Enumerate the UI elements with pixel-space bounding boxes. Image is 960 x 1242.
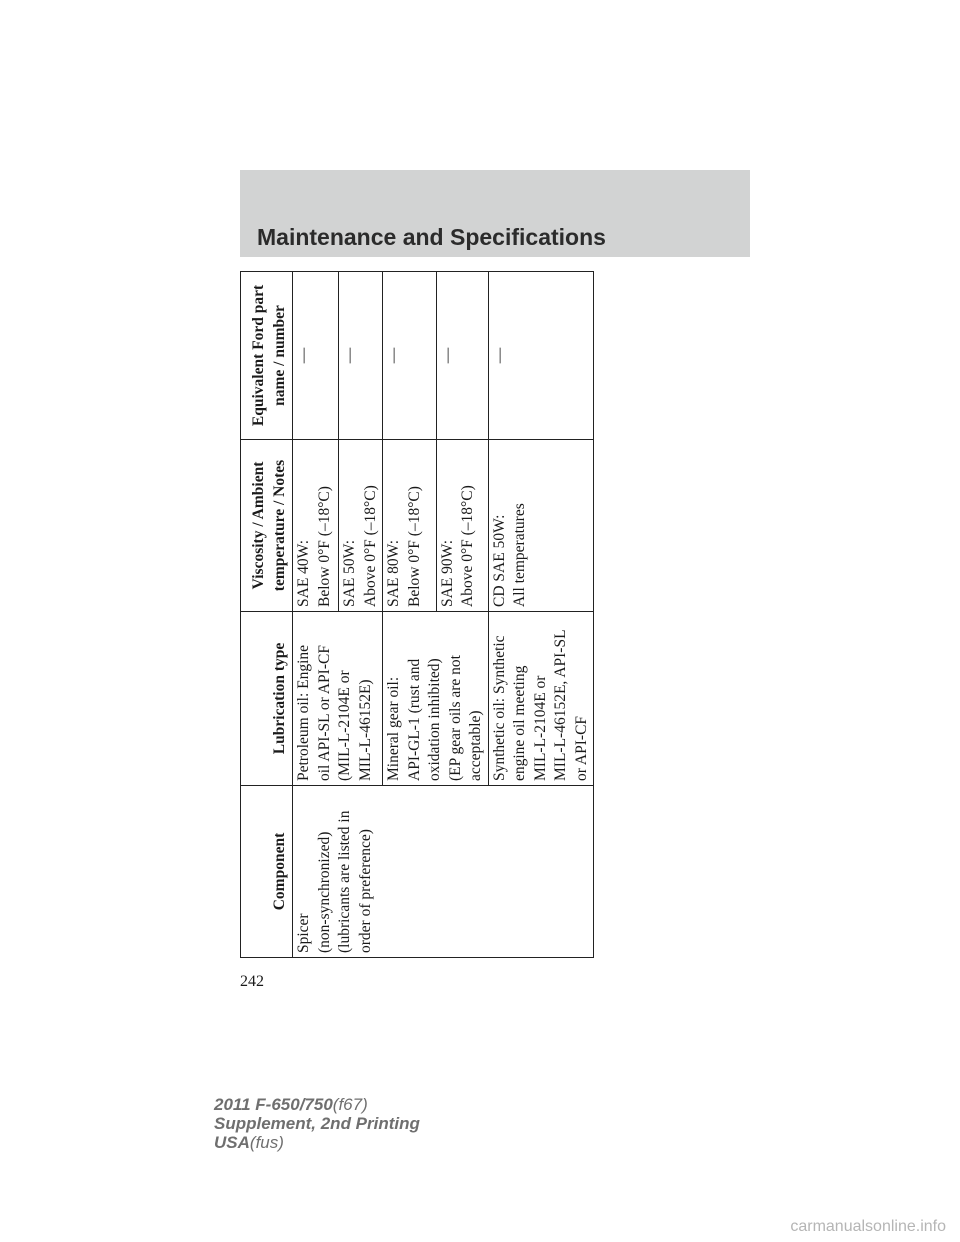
visc-cell: SAE 80W: Below 0°F (–18°C) <box>383 440 437 612</box>
lubricant-table-container <box>240 272 590 958</box>
lubricant-table-rotated <box>240 272 590 958</box>
table-row <box>293 272 339 958</box>
header-lubrication-type: Lubrication type <box>241 612 293 786</box>
footer-line-2: Supplement, 2nd Printing <box>214 1114 420 1133</box>
visc-cell: SAE 50W: Above 0°F (–18°C) <box>339 440 383 612</box>
print-footer <box>214 1095 420 1152</box>
visc-cell: SAE 40W: Below 0°F (–18°C) <box>293 440 339 612</box>
part-cell: — <box>293 272 339 440</box>
lube-cell-mineral: Mineral gear oil: API-GL-1 (rust and oxidation inhibited) (EP gear oils are not acceptable) <box>383 612 489 786</box>
visc-cell: CD SAE 50W: All temperatures <box>488 440 594 612</box>
lube-cell-synthetic: Synthetic oil: Synthetic engine oil meeting MIL-L-2104E or MIL-L-46152E, API-SL or API-CF <box>488 612 594 786</box>
section-title: Maintenance and Specifications <box>257 224 606 250</box>
header-ford-part: Equivalent Ford part name / number <box>241 272 293 440</box>
header-viscosity: Viscosity / Ambient temperature / Notes <box>241 440 293 612</box>
part-cell: — <box>436 272 488 440</box>
section-header-band <box>240 170 750 257</box>
part-cell: — <box>383 272 437 440</box>
part-cell: — <box>339 272 383 440</box>
table-header-row <box>241 272 293 958</box>
lubricant-table <box>240 271 594 958</box>
visc-cell: SAE 90W: Above 0°F (–18°C) <box>436 440 488 612</box>
lube-cell-petroleum: Petroleum oil: Engine oil API-SL or API-CF (MIL-L-2104E or MIL-L-46152E) <box>293 612 383 786</box>
footer-line-3: USA(fus) <box>214 1133 284 1152</box>
header-component: Component <box>241 786 293 958</box>
component-cell: Spicer (non-synchronized) (lubricants are listed in order of preference) <box>293 786 594 958</box>
part-cell: — <box>488 272 594 440</box>
footer-line-1: 2011 F-650/750(f67) <box>214 1095 368 1114</box>
watermark: carmanualsonline.info <box>790 1218 946 1235</box>
page-number: 242 <box>240 973 264 990</box>
